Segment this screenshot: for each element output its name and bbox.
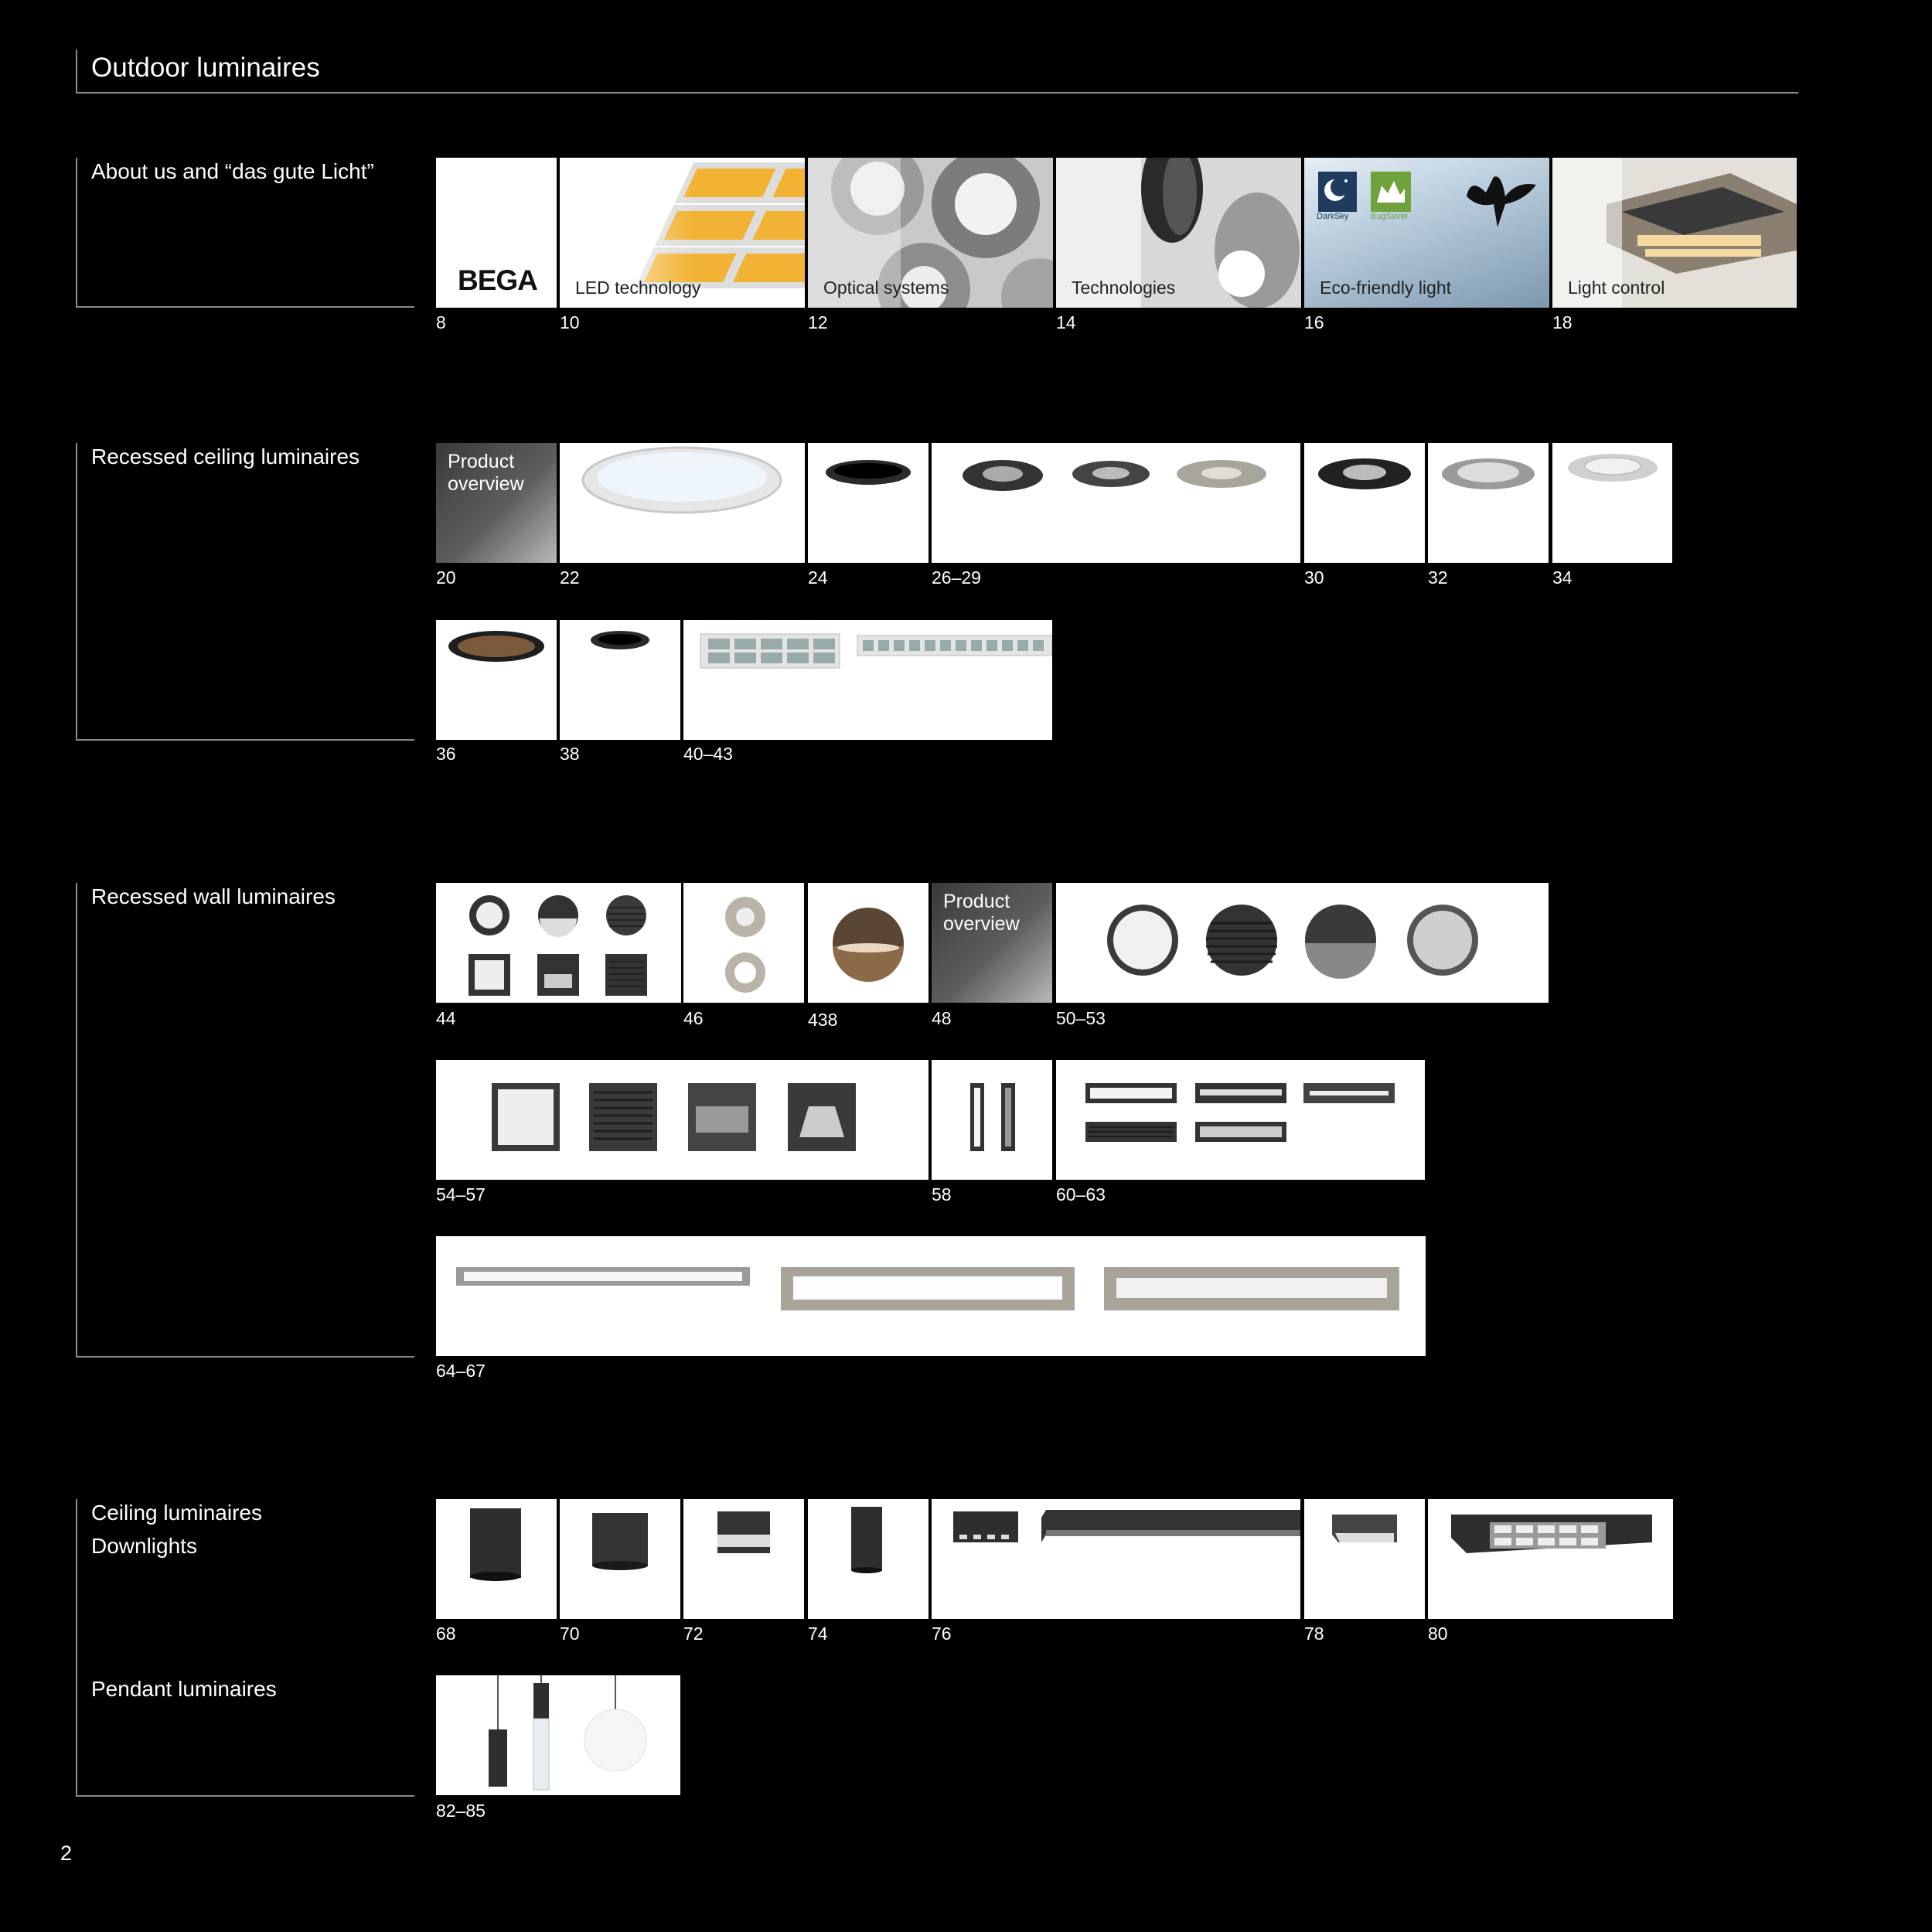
product-tile[interactable] — [932, 1499, 1300, 1619]
product-tile[interactable] — [683, 1499, 804, 1619]
page-ref: 68 — [436, 1624, 456, 1644]
product-tile[interactable] — [436, 883, 681, 1003]
page-title — [76, 49, 1798, 94]
product-tile[interactable] — [1056, 1060, 1425, 1180]
section-label-recessed-wall — [76, 883, 414, 1358]
recessed-wall-luminaire-image — [932, 1060, 1052, 1180]
ceiling-downlight-image — [808, 1499, 929, 1619]
page-ref: 36 — [436, 744, 456, 764]
about-tile-eco[interactable] — [1304, 158, 1549, 308]
section-label-about — [76, 158, 414, 308]
section-title-ceiling: Ceiling luminaires — [91, 1501, 262, 1525]
recessed-wall-luminaire-image — [436, 1236, 1426, 1356]
page-ref: 14 — [1056, 312, 1076, 332]
product-tile[interactable] — [932, 1060, 1052, 1180]
page-ref: 80 — [1428, 1624, 1448, 1644]
page-title-text: Outdoor luminaires — [91, 53, 320, 83]
product-tile[interactable] — [436, 620, 557, 740]
page-ref: 26–29 — [932, 567, 981, 588]
darksky-badge-icon — [1318, 172, 1357, 212]
recessed-ceiling-luminaire-image — [683, 620, 1052, 740]
recessed-wall-luminaire-image — [808, 883, 929, 1003]
recessed-ceiling-luminaire-image — [560, 620, 680, 740]
page-ref: 30 — [1304, 567, 1324, 588]
product-tile[interactable] — [808, 883, 929, 1003]
page-ref: 10 — [560, 312, 580, 332]
bega-logo: BEGA — [458, 264, 537, 296]
section-title-downlights: Downlights — [91, 1534, 197, 1558]
page-ref: 22 — [560, 567, 580, 588]
page-ref: 438 — [808, 1010, 838, 1030]
product-tile[interactable] — [1428, 1499, 1673, 1619]
ceiling-downlight-image — [560, 1499, 680, 1619]
recessed-ceiling-luminaire-image — [1304, 443, 1425, 563]
ceiling-luminaire-image — [1304, 1499, 1425, 1619]
section-title-pendant: Pendant luminaires — [91, 1677, 277, 1701]
recessed-wall-luminaire-image — [436, 1060, 929, 1180]
ceiling-luminaire-image — [932, 1499, 1300, 1619]
page-ref: 64–67 — [436, 1361, 486, 1381]
product-tile[interactable] — [560, 443, 805, 563]
page-ref: 44 — [436, 1008, 456, 1028]
overview-label: Product overview — [943, 891, 1020, 935]
recessed-ceiling-luminaire-image — [808, 443, 929, 563]
product-tile[interactable] — [1056, 883, 1549, 1003]
overview-label: Product overview — [448, 451, 524, 495]
page-ref: 78 — [1304, 1624, 1324, 1644]
product-tile[interactable] — [560, 620, 680, 740]
page-ref: 34 — [1552, 567, 1573, 588]
page-ref: 74 — [808, 1624, 828, 1644]
bugsaver-label: BugSaver — [1371, 212, 1409, 221]
about-tile-technologies[interactable] — [1056, 158, 1301, 308]
section-label-ceiling-pendant — [76, 1499, 414, 1797]
page-ref: 70 — [560, 1624, 580, 1644]
product-tile[interactable] — [1304, 443, 1425, 563]
product-tile[interactable] — [560, 1499, 680, 1619]
product-tile[interactable] — [1552, 443, 1672, 563]
page-ref: 54–57 — [436, 1184, 486, 1205]
page-ref: 72 — [683, 1624, 704, 1644]
product-overview-tile[interactable] — [436, 443, 557, 563]
page-number: 2 — [60, 1842, 73, 1865]
page-ref: 38 — [560, 744, 580, 764]
tile-caption: Technologies — [1072, 278, 1176, 298]
product-tile[interactable] — [436, 1236, 1426, 1356]
tile-caption: Light control — [1568, 278, 1665, 298]
moth-icon — [1463, 169, 1540, 231]
ceiling-luminaire-image — [1428, 1499, 1673, 1619]
product-tile[interactable] — [683, 883, 804, 1003]
about-tile-optics[interactable] — [808, 158, 1053, 308]
ceiling-downlight-image — [683, 1499, 804, 1619]
product-tile[interactable] — [683, 620, 1052, 740]
page-ref: 60–63 — [1056, 1184, 1106, 1205]
page-ref: 18 — [1552, 312, 1573, 332]
darksky-label: DarkSky — [1317, 212, 1349, 221]
page-ref: 12 — [808, 312, 828, 332]
section-title-recessed-ceiling: Recessed ceiling luminaires — [91, 445, 360, 469]
product-tile[interactable] — [1428, 443, 1549, 563]
recessed-ceiling-luminaire-image — [560, 443, 805, 563]
page-ref: 40–43 — [683, 744, 733, 764]
section-title-recessed-wall: Recessed wall luminaires — [91, 884, 336, 908]
tile-caption: Optical systems — [823, 278, 949, 298]
ceiling-downlight-image — [436, 1499, 557, 1619]
recessed-ceiling-luminaire-image — [932, 443, 1300, 563]
recessed-ceiling-luminaire-image — [1552, 443, 1672, 563]
page-ref: 58 — [932, 1184, 952, 1205]
product-tile[interactable] — [436, 1675, 680, 1795]
page-ref: 24 — [808, 567, 828, 588]
recessed-wall-luminaire-image — [683, 883, 804, 1003]
product-tile[interactable] — [436, 1499, 557, 1619]
about-tile-light-control[interactable] — [1552, 158, 1797, 308]
section-title-about: About us and “das gute Licht” — [91, 159, 374, 183]
product-tile[interactable] — [808, 443, 929, 563]
section-label-recessed-ceiling — [76, 443, 414, 741]
tile-caption: Eco-friendly light — [1320, 278, 1452, 298]
about-tile-bega[interactable] — [436, 158, 557, 308]
product-overview-tile[interactable] — [932, 883, 1052, 1003]
product-tile[interactable] — [808, 1499, 929, 1619]
recessed-wall-luminaire-image — [1056, 1060, 1425, 1180]
page-ref: 82–85 — [436, 1801, 486, 1821]
page-ref: 16 — [1304, 312, 1324, 332]
page-ref: 48 — [932, 1008, 952, 1028]
about-tile-led[interactable] — [560, 158, 805, 308]
page-ref: 46 — [683, 1008, 704, 1028]
page-ref: 32 — [1428, 567, 1448, 588]
recessed-ceiling-luminaire-image — [1428, 443, 1549, 563]
page-ref: 8 — [436, 312, 446, 332]
page-ref: 20 — [436, 567, 456, 588]
recessed-ceiling-luminaire-image — [436, 620, 557, 740]
product-tile[interactable] — [1304, 1499, 1425, 1619]
recessed-wall-luminaire-image — [1056, 883, 1549, 1003]
page-ref: 50–53 — [1056, 1008, 1106, 1028]
product-tile[interactable] — [436, 1060, 929, 1180]
page-ref: 76 — [932, 1624, 952, 1644]
tile-caption: LED technology — [575, 278, 701, 298]
bugsaver-badge-icon — [1371, 172, 1411, 212]
pendant-luminaire-image — [436, 1675, 680, 1795]
product-tile[interactable] — [932, 443, 1300, 563]
recessed-wall-luminaire-image — [436, 883, 681, 1003]
